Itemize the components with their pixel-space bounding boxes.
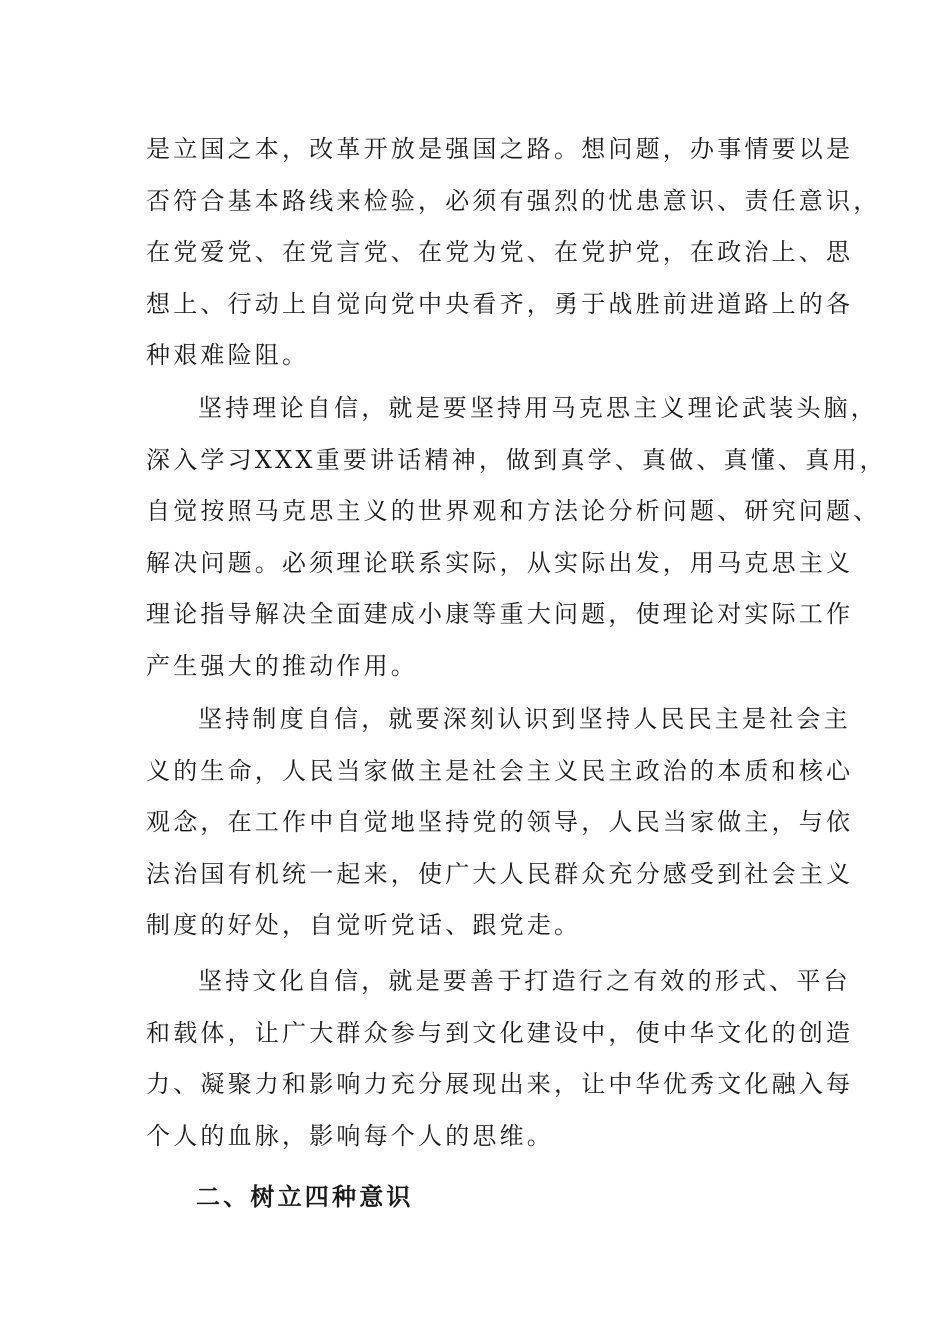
section-heading: 二、树立四种意识 — [196, 1183, 414, 1211]
paragraph-line: 自觉按照马克思主义的世界观和方法论分析问题、研究问题、 — [146, 497, 881, 526]
paragraph-line: 深入学习XXX重要讲话精神，做到真学、真做、真懂、真用， — [146, 445, 887, 474]
paragraph-line: 理论指导解决全面建成小康等重大问题，使理论对实际工作 — [146, 600, 854, 629]
paragraph-line: 否符合基本路线来检验，必须有强烈的忧患意识、责任意识， — [146, 186, 881, 215]
paragraph-2 — [146, 383, 887, 693]
paragraph-line: 在党爱党、在党言党、在党为党、在党护党，在政治上、思 — [146, 238, 854, 267]
paragraph-line: 坚持文化自信，就是要善于打造行之有效的形式、平台 — [198, 967, 851, 995]
paragraph-line: 是立国之本，改革开放是强国之路。想问题，办事情要以是 — [146, 135, 854, 163]
paragraph-line: 和载体，让广大群众参与到文化建设中，使中华文化的创造 — [146, 1018, 854, 1047]
paragraph-4 — [146, 956, 854, 1162]
paragraph-line: 坚持理论自信，就是要坚持用马克思主义理论武装头脑， — [198, 394, 878, 422]
paragraph-line: 制度的好处，自觉听党话、跟党走。 — [146, 911, 582, 940]
paragraph-line: 想上、行动上自觉向党中央看齐，勇于战胜前进道路上的各 — [146, 289, 854, 318]
paragraph-line: 法治国有机统一起来，使广大人民群众充分感受到社会主义 — [146, 859, 854, 888]
paragraph-line: 义的生命，人民当家做主是社会主义民主政治的本质和核心 — [146, 756, 854, 785]
paragraph-line: 力、凝聚力和影响力充分展现出来，让中华优秀文化融入每 — [146, 1070, 854, 1099]
paragraph-line: 个人的血脉，影响每个人的思维。 — [146, 1121, 554, 1150]
paragraph-1 — [146, 124, 881, 382]
paragraph-line: 观念，在工作中自觉地坚持党的领导，人民当家做主，与依 — [146, 808, 854, 837]
paragraph-line: 坚持制度自信，就要深刻认识到坚持人民民主是社会主 — [198, 705, 851, 733]
paragraph-line: 产生强大的推动作用。 — [146, 651, 418, 680]
paragraph-line: 解决问题。必须理论联系实际，从实际出发，用马克思主义 — [146, 548, 854, 577]
paragraph-line: 种艰难险阻。 — [146, 341, 310, 370]
paragraph-3 — [146, 694, 854, 952]
